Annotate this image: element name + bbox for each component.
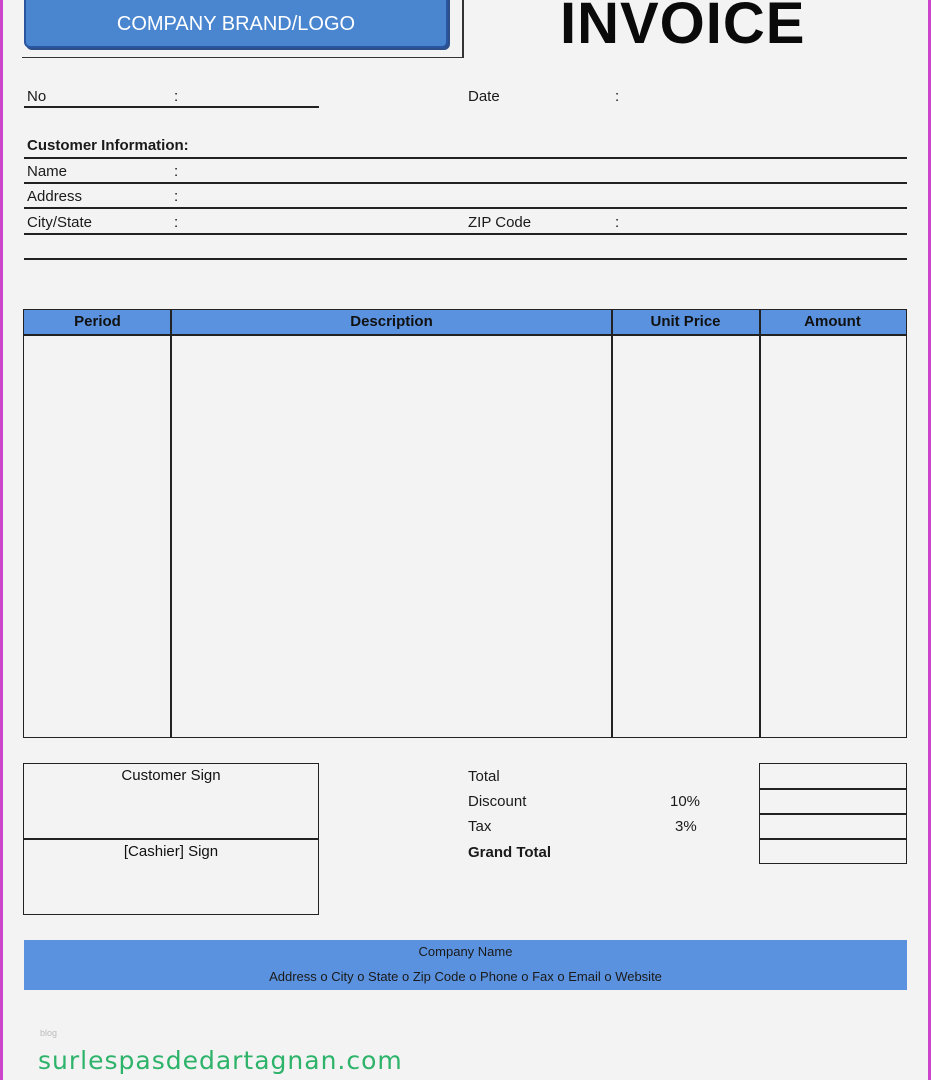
invoice-title: INVOICE <box>560 0 806 56</box>
tax-value: 3% <box>675 818 697 835</box>
customer-zip-label: ZIP Code <box>468 214 532 231</box>
logo-frame-divider <box>462 0 464 58</box>
table-header-rule <box>23 334 907 336</box>
discount-value: 10% <box>670 793 701 810</box>
page-frame-left <box>0 0 3 1080</box>
table-divider-description <box>611 310 613 738</box>
customer-info-heading: Customer Information: <box>27 137 189 154</box>
company-footer-banner <box>24 940 907 990</box>
cashier-sign-label: [Cashier] Sign <box>123 843 219 860</box>
customer-extra-field[interactable] <box>24 258 907 260</box>
invoice-number-label: No <box>27 88 47 105</box>
signature-divider <box>23 838 319 840</box>
total-label: Total <box>468 768 500 785</box>
date-colon: : <box>615 88 620 105</box>
column-header-period: Period <box>24 310 171 334</box>
watermark-small-text: blog <box>40 1028 58 1038</box>
tax-label: Tax <box>468 818 492 835</box>
customer-address-field[interactable] <box>24 207 907 209</box>
footer-company-name: Company Name <box>418 944 513 959</box>
customer-name-field[interactable] <box>24 182 907 184</box>
customer-address-colon: : <box>174 188 179 205</box>
table-divider-unit-price <box>759 310 761 738</box>
column-header-amount: Amount <box>759 310 906 334</box>
customer-city-zip-field[interactable] <box>24 233 907 235</box>
grand-total-label: Grand Total <box>468 844 552 861</box>
logo-frame-bottom-line <box>22 57 464 58</box>
customer-sign-label: Customer Sign <box>121 767 221 784</box>
footer-contact-line: Address o City o State o Zip Code o Phone o Fax o Email o Website <box>269 969 662 984</box>
tax-value-cell-divider <box>759 838 907 840</box>
discount-value-cell-divider <box>759 813 907 815</box>
items-table[interactable] <box>23 309 907 738</box>
customer-city-state-label: City/State <box>27 214 93 231</box>
customer-zip-colon: : <box>615 214 620 231</box>
customer-city-state-colon: : <box>174 214 179 231</box>
customer-heading-rule <box>24 157 907 159</box>
total-value-cell-divider <box>759 788 907 790</box>
date-label: Date <box>468 88 500 105</box>
invoice-number-field[interactable] <box>24 106 319 108</box>
column-header-description: Description <box>171 310 612 334</box>
customer-name-colon: : <box>174 163 179 180</box>
customer-name-label: Name <box>27 163 68 180</box>
watermark-website-text: surlespasdedartagnan.com <box>38 1046 403 1075</box>
customer-address-label: Address <box>27 188 83 205</box>
discount-label: Discount <box>468 793 527 810</box>
invoice-number-colon: : <box>174 88 179 105</box>
column-header-unit-price: Unit Price <box>612 310 759 334</box>
company-logo-placeholder: COMPANY BRAND/LOGO <box>24 0 448 48</box>
table-divider-period <box>170 310 172 738</box>
